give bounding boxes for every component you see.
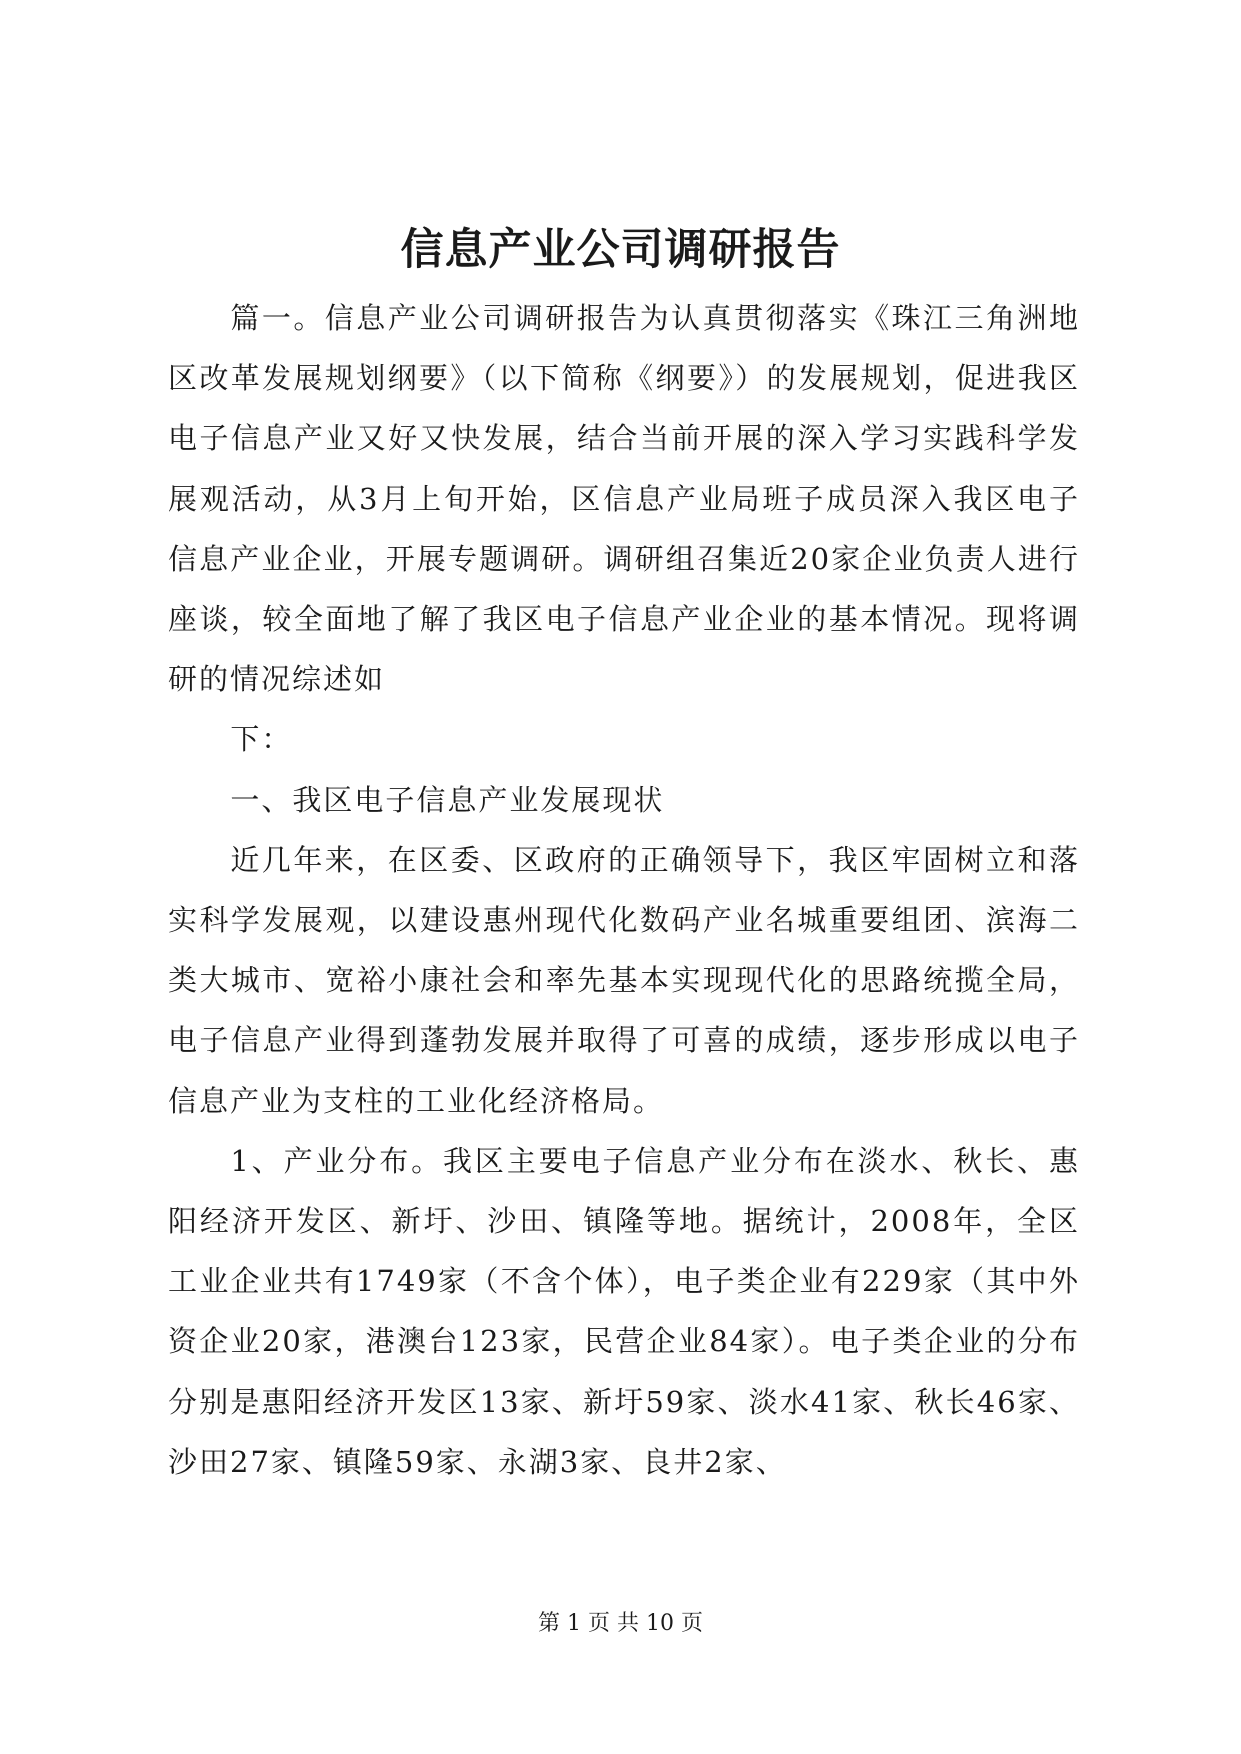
section-heading: 一、我区电子信息产业发展现状 — [230, 782, 665, 817]
paragraph-intro: 篇一。信息产业公司调研报告为认真贯彻落实《珠江三角洲地区改革发展规划纲要》（以下简称《纲要》）的发展规划，促进我区电子信息产业又好又快发展，结合当前开展的深入学习实践科学发展观活动，从3月上旬开始，区信息产业局班子成员深入我区电子信息产业企业，开展专题调研。调研组召集近20家企业负责人进行座谈，较全面地了解了我区电子信息产业企业的基本情况。现将调研的情况综述如 — [168, 301, 1080, 697]
paragraph-overview: 近几年来，在区委、区政府的正确领导下，我区牢固树立和落实科学发展观，以建设惠州现代化数码产业名城重要组团、滨海二类大城市、宽裕小康社会和率先基本实现现代化的思路统揽全局，电子信息产业得到蓬勃发展并取得了可喜的成绩，逐步形成以电子信息产业为支柱的工业化经济格局。 — [168, 842, 1080, 1118]
paragraph-continuation: 下： — [230, 722, 293, 757]
document-title: 信息产业公司调研报告 — [400, 225, 841, 275]
document-body — [168, 288, 1080, 1492]
page-number-footer: 第 1 页 共 10 页 — [538, 1611, 703, 1636]
paragraph-distribution: 1、产业分布。我区主要电子信息产业分布在淡水、秋长、惠阳经济开发区、新圩、沙田、镇隆等地。据统计，2008年，全区工业企业共有1749家（不含个体），电子类企业有229家（其中外资企业20家，港澳台123家，民营企业84家）。电子类企业的分布分别是惠阳经济开发区13家、新圩59家、淡水41家、秋长46家、沙田27家、镇隆59家、永湖3家、良井2家、 — [168, 1143, 1080, 1479]
